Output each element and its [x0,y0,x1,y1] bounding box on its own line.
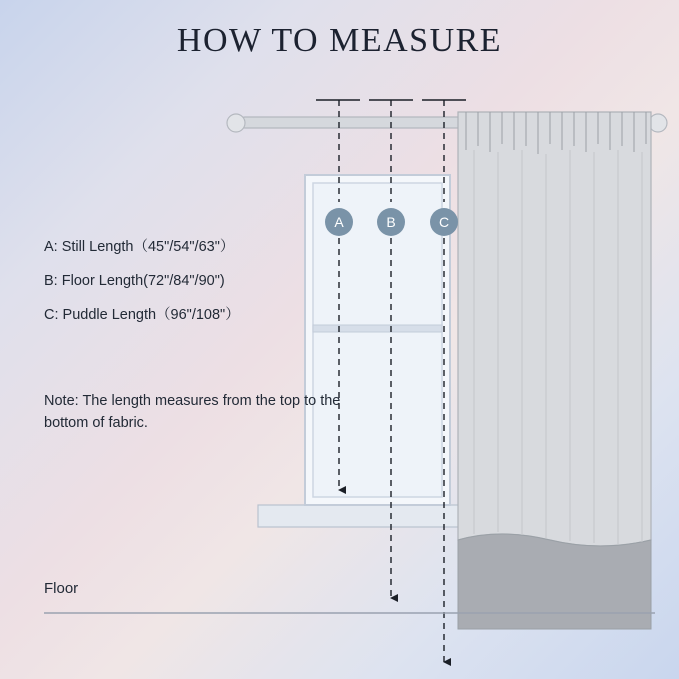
legend-text-c: Puddle Length（96"/108"） [62,307,240,323]
floor-label: Floor [44,580,79,597]
legend-key-b: B: [44,273,58,289]
marker-b: B [377,208,405,236]
note-label: Note: [44,393,79,409]
legend-item-c [44,308,334,323]
legend-item-b [44,274,334,289]
legend-item-a [44,240,334,255]
legend-key-a: A: [44,239,58,255]
curtain-panel [458,112,651,629]
note-text: The length measures from the top to the bottom of fabric. [44,393,341,431]
marker-c: C [430,208,458,236]
note-block [44,390,344,434]
legend [44,240,334,342]
legend-text-a: Still Length（45"/54"/63"） [61,239,235,255]
marker-a: A [325,208,353,236]
legend-key-c: C: [44,307,59,323]
legend-text-b: Floor Length(72"/84"/90") [61,273,225,289]
window-sill [258,505,463,527]
page-title: HOW TO MEASURE [176,22,503,59]
